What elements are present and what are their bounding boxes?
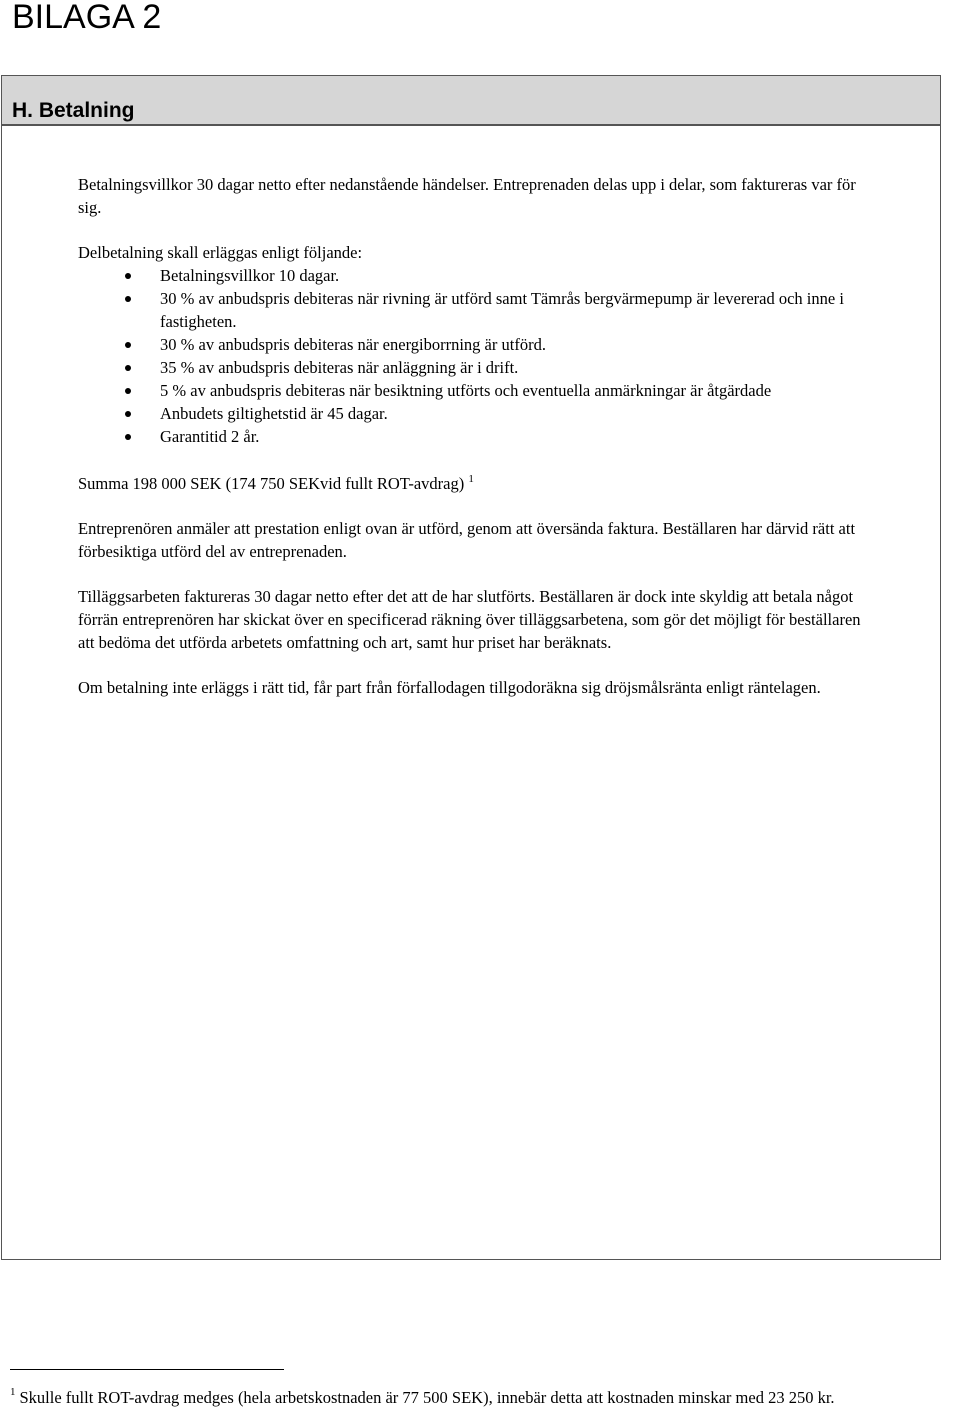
document-title: BILAGA 2: [12, 0, 162, 36]
list-item-text: 5 % av anbudspris debiteras när besiktning utförts och eventuella anmärkningar är åtgärdade: [160, 381, 772, 400]
bullet-icon: [125, 365, 131, 371]
list-item: [78, 379, 878, 402]
footnote-text: Skulle fullt ROT-avdrag medges (hela arbetskostnaden är 77 500 SEK), innebär detta att kostnaden minskar med 23 250 kr.: [19, 1388, 835, 1407]
summa-text: Summa 198 000 SEK (174 750 SEKvid fullt ROT-avdrag): [78, 474, 465, 493]
bullet-icon: [125, 296, 131, 302]
bullet-icon: [125, 388, 131, 394]
list-item: [78, 287, 878, 333]
list-intro: Delbetalning skall erläggas enligt följande:: [78, 243, 363, 262]
section-title: H. Betalning: [12, 99, 135, 122]
list-item-text: 35 % av anbudspris debiteras när anläggning är i drift.: [160, 358, 519, 377]
bullet-icon: [125, 411, 131, 417]
list-item-text: Betalningsvillkor 10 dagar.: [160, 266, 340, 285]
footnote-divider: [10, 1369, 284, 1370]
list-item-text: Anbudets giltighetstid är 45 dagar.: [160, 404, 388, 423]
paragraph-invoice: Entreprenören anmäler att prestation enligt ovan är utförd, genom att översända faktura. Beställaren har därvid rätt att förbesiktiga utförd del av entreprenaden.: [78, 519, 856, 561]
footnote-number: 1: [10, 1386, 16, 1398]
bullet-icon: [125, 342, 131, 348]
payment-list: [78, 264, 878, 448]
list-item: [78, 356, 878, 379]
list-item-text: Garantitid 2 år.: [160, 427, 260, 446]
list-item: [78, 425, 878, 448]
list-item-text: 30 % av anbudspris debiteras när rivning är utförd samt Tämrås bergvärmepump är levererad och inne i fastigheten.: [160, 289, 844, 331]
footnote-reference[interactable]: 1: [468, 473, 474, 485]
list-item: [78, 402, 878, 425]
summa-line: [78, 468, 878, 495]
paragraph-late-payment: Om betalning inte erläggs i rätt tid, får part från förfallodagen tillgodoräkna sig dröjsmålsränta enligt räntelagen.: [78, 678, 821, 697]
list-item: [78, 264, 878, 287]
bullet-icon: [125, 434, 131, 440]
paragraph-additional-work: Tilläggsarbeten faktureras 30 dagar netto efter det att de har slutförts. Beställaren är dock inte skyldig att betala något förrän entreprenören har skickat över en specificerad räkning över tilläggsarbetena, som gör det möjligt för beställaren att bedöma det utförda arbetets omfattning och art, samt hur priset har beräknats.: [78, 587, 861, 652]
list-item-text: 30 % av anbudspris debiteras när energiborrning är utförd.: [160, 335, 546, 354]
section-body: [78, 173, 878, 699]
intro-paragraph: Betalningsvillkor 30 dagar netto efter nedanstående händelser. Entreprenaden delas upp i delar, som faktureras var för sig.: [78, 175, 856, 217]
section-header: [2, 76, 940, 126]
list-item: [78, 333, 878, 356]
bullet-icon: [125, 273, 131, 279]
footnote: [10, 1381, 835, 1409]
